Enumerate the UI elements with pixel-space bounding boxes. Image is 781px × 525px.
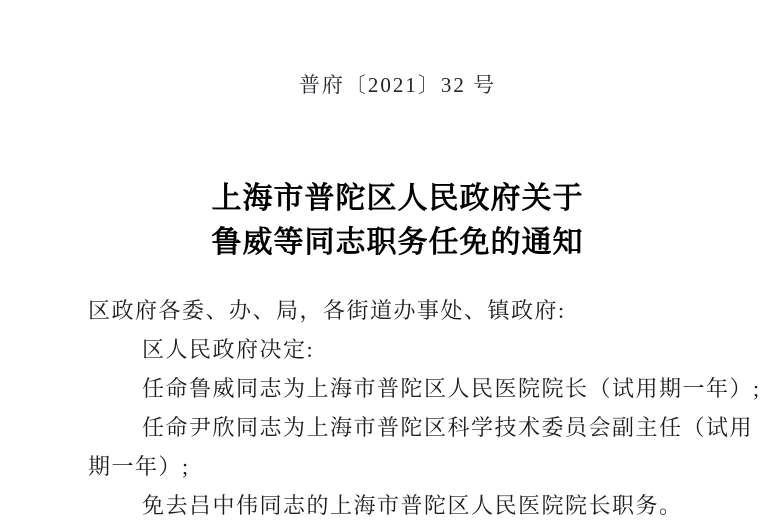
body-line-salutation: 区政府各委、办、局，各街道办事处、镇政府: (88, 298, 566, 323)
document-number: 普府〔2021〕32 号 (298, 73, 497, 97)
body-line-appointment-2: 任命尹欣同志为上海市普陀区科学技术委员会副主任（试用 (142, 415, 754, 440)
body-line-decision: 区人民政府决定: (142, 337, 315, 362)
document-body (88, 291, 761, 525)
body-line-appointment-1: 任命鲁威同志为上海市普陀区人民医院院长（试用期一年）; (142, 376, 761, 401)
body-line-appointment-2-continued: 期一年）; (88, 454, 190, 479)
body-line-removal: 免去吕中伟同志的上海市普陀区人民医院院长职务。 (142, 493, 683, 518)
document-title-line-2: 鲁威等同志职务任免的通知 (211, 226, 584, 259)
document-title (88, 177, 707, 265)
document-title-line-1: 上海市普陀区人民政府关于 (211, 182, 584, 215)
